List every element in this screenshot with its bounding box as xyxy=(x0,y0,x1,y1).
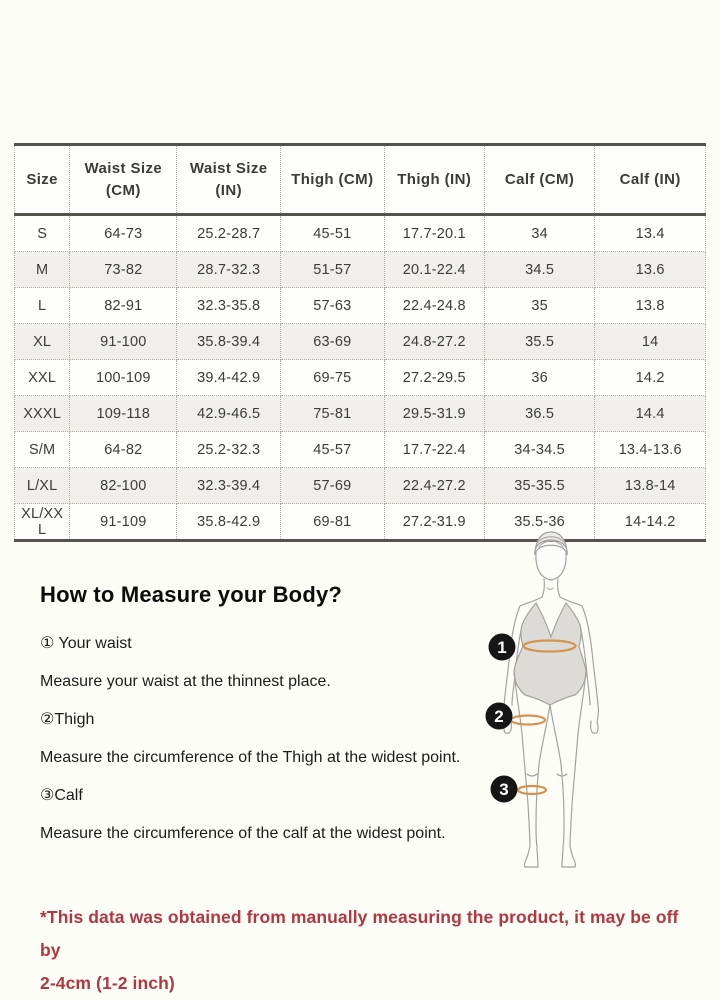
table-cell: M xyxy=(15,252,70,288)
table-cell: S/M xyxy=(15,432,70,468)
table-cell: 35.5 xyxy=(484,324,595,360)
body-measurement-figure xyxy=(478,528,718,875)
column-header-size: Size xyxy=(15,145,70,215)
measure-step-3-desc: Measure the circumference of the calf at the widest point. xyxy=(40,825,446,842)
measure-step-1-desc: Measure your waist at the thinnest place. xyxy=(40,673,331,690)
table-cell: 82-100 xyxy=(70,468,177,504)
table-cell: 14.4 xyxy=(595,396,706,432)
measure-step-1-label: ① Your waist xyxy=(40,635,132,652)
disclaimer-line-2: 2-4cm (1-2 inch) xyxy=(40,973,175,993)
table-cell: 25.2-28.7 xyxy=(177,215,281,252)
table-cell: 27.2-31.9 xyxy=(384,504,484,541)
table-cell: 82-91 xyxy=(70,288,177,324)
marker-3-number: 3 xyxy=(499,780,509,799)
table-cell: 14 xyxy=(595,324,706,360)
header-row xyxy=(15,145,706,215)
table-row xyxy=(15,432,706,468)
table-cell: 35.8-39.4 xyxy=(177,324,281,360)
table-cell: 64-73 xyxy=(70,215,177,252)
table-cell: 17.7-22.4 xyxy=(384,432,484,468)
table-cell: 17.7-20.1 xyxy=(384,215,484,252)
table-cell: 35.5-36 xyxy=(484,504,595,541)
table-cell: 91-100 xyxy=(70,324,177,360)
table-cell: 27.2-29.5 xyxy=(384,360,484,396)
calf-measure-line xyxy=(518,786,546,794)
measure-heading: How to Measure your Body? xyxy=(40,582,343,607)
table-cell: 63-69 xyxy=(281,324,385,360)
table-cell: 34-34.5 xyxy=(484,432,595,468)
table-cell: 91-109 xyxy=(70,504,177,541)
table-cell: 20.1-22.4 xyxy=(384,252,484,288)
column-header-waist-cm: Waist Size (CM) xyxy=(70,145,177,215)
table-cell: 57-69 xyxy=(281,468,385,504)
table-cell: 13.8-14 xyxy=(595,468,706,504)
table-cell: 45-51 xyxy=(281,215,385,252)
table-cell: 13.6 xyxy=(595,252,706,288)
table-cell: 42.9-46.5 xyxy=(177,396,281,432)
marker-2-number: 2 xyxy=(494,707,504,726)
size-table-body xyxy=(15,215,706,541)
table-cell: XXL xyxy=(15,360,70,396)
table-cell: XXXL xyxy=(15,396,70,432)
table-cell: 35 xyxy=(484,288,595,324)
knee-mark-left xyxy=(527,774,537,776)
measure-section xyxy=(40,582,475,863)
table-cell: 34 xyxy=(484,215,595,252)
column-header-calf-in: Calf (IN) xyxy=(595,145,706,215)
table-row xyxy=(15,468,706,504)
table-cell: 35.8-42.9 xyxy=(177,504,281,541)
table-cell: 32.3-35.8 xyxy=(177,288,281,324)
size-chart-table xyxy=(14,143,706,542)
figure-bodysuit xyxy=(514,603,586,705)
measure-step-2-label: ②Thigh xyxy=(40,711,95,728)
table-cell: 13.4 xyxy=(595,215,706,252)
disclaimer-note xyxy=(40,901,688,1000)
table-cell: 73-82 xyxy=(70,252,177,288)
table-row xyxy=(15,252,706,288)
table-row xyxy=(15,396,706,432)
table-cell: 14-14.2 xyxy=(595,504,706,541)
measure-step-3-label: ③Calf xyxy=(40,787,83,804)
table-cell: 45-57 xyxy=(281,432,385,468)
measure-step-2-desc: Measure the circumference of the Thigh at the widest point. xyxy=(40,749,461,766)
table-cell: L/XL xyxy=(15,468,70,504)
table-cell: 36 xyxy=(484,360,595,396)
table-cell: 36.5 xyxy=(484,396,595,432)
table-row xyxy=(15,288,706,324)
table-cell: 29.5-31.9 xyxy=(384,396,484,432)
table-cell: 13.4-13.6 xyxy=(595,432,706,468)
table-cell: 35-35.5 xyxy=(484,468,595,504)
column-header-thigh-in: Thigh (IN) xyxy=(384,145,484,215)
column-header-thigh-cm: Thigh (CM) xyxy=(281,145,385,215)
table-cell: 24.8-27.2 xyxy=(384,324,484,360)
marker-1-number: 1 xyxy=(497,638,507,657)
table-cell: 32.3-39.4 xyxy=(177,468,281,504)
table-cell: 39.4-42.9 xyxy=(177,360,281,396)
table-row xyxy=(15,360,706,396)
table-cell: 75-81 xyxy=(281,396,385,432)
table-cell: 13.8 xyxy=(595,288,706,324)
table-cell: 22.4-24.8 xyxy=(384,288,484,324)
size-chart xyxy=(14,143,706,542)
table-cell: 100-109 xyxy=(70,360,177,396)
table-cell: 28.7-32.3 xyxy=(177,252,281,288)
table-cell: 25.2-32.3 xyxy=(177,432,281,468)
table-cell: L xyxy=(15,288,70,324)
table-cell: 69-75 xyxy=(281,360,385,396)
table-cell: 57-63 xyxy=(281,288,385,324)
table-row xyxy=(15,324,706,360)
body-figure-illustration xyxy=(478,528,718,875)
table-cell: 14.2 xyxy=(595,360,706,396)
table-cell: S xyxy=(15,215,70,252)
disclaimer-line-1: *This data was obtained from manually measuring the product, it may be off by xyxy=(40,907,679,960)
table-cell: 69-81 xyxy=(281,504,385,541)
column-header-waist-in: Waist Size (IN) xyxy=(177,145,281,215)
column-header-calf-cm: Calf (CM) xyxy=(484,145,595,215)
table-cell: XL/XXL xyxy=(15,504,70,541)
figure-face xyxy=(536,545,566,580)
table-row xyxy=(15,215,706,252)
table-cell: 34.5 xyxy=(484,252,595,288)
thigh-measure-line xyxy=(511,716,545,725)
table-cell: 109-118 xyxy=(70,396,177,432)
table-cell: 64-82 xyxy=(70,432,177,468)
table-cell: 22.4-27.2 xyxy=(384,468,484,504)
table-cell: 51-57 xyxy=(281,252,385,288)
table-cell: XL xyxy=(15,324,70,360)
